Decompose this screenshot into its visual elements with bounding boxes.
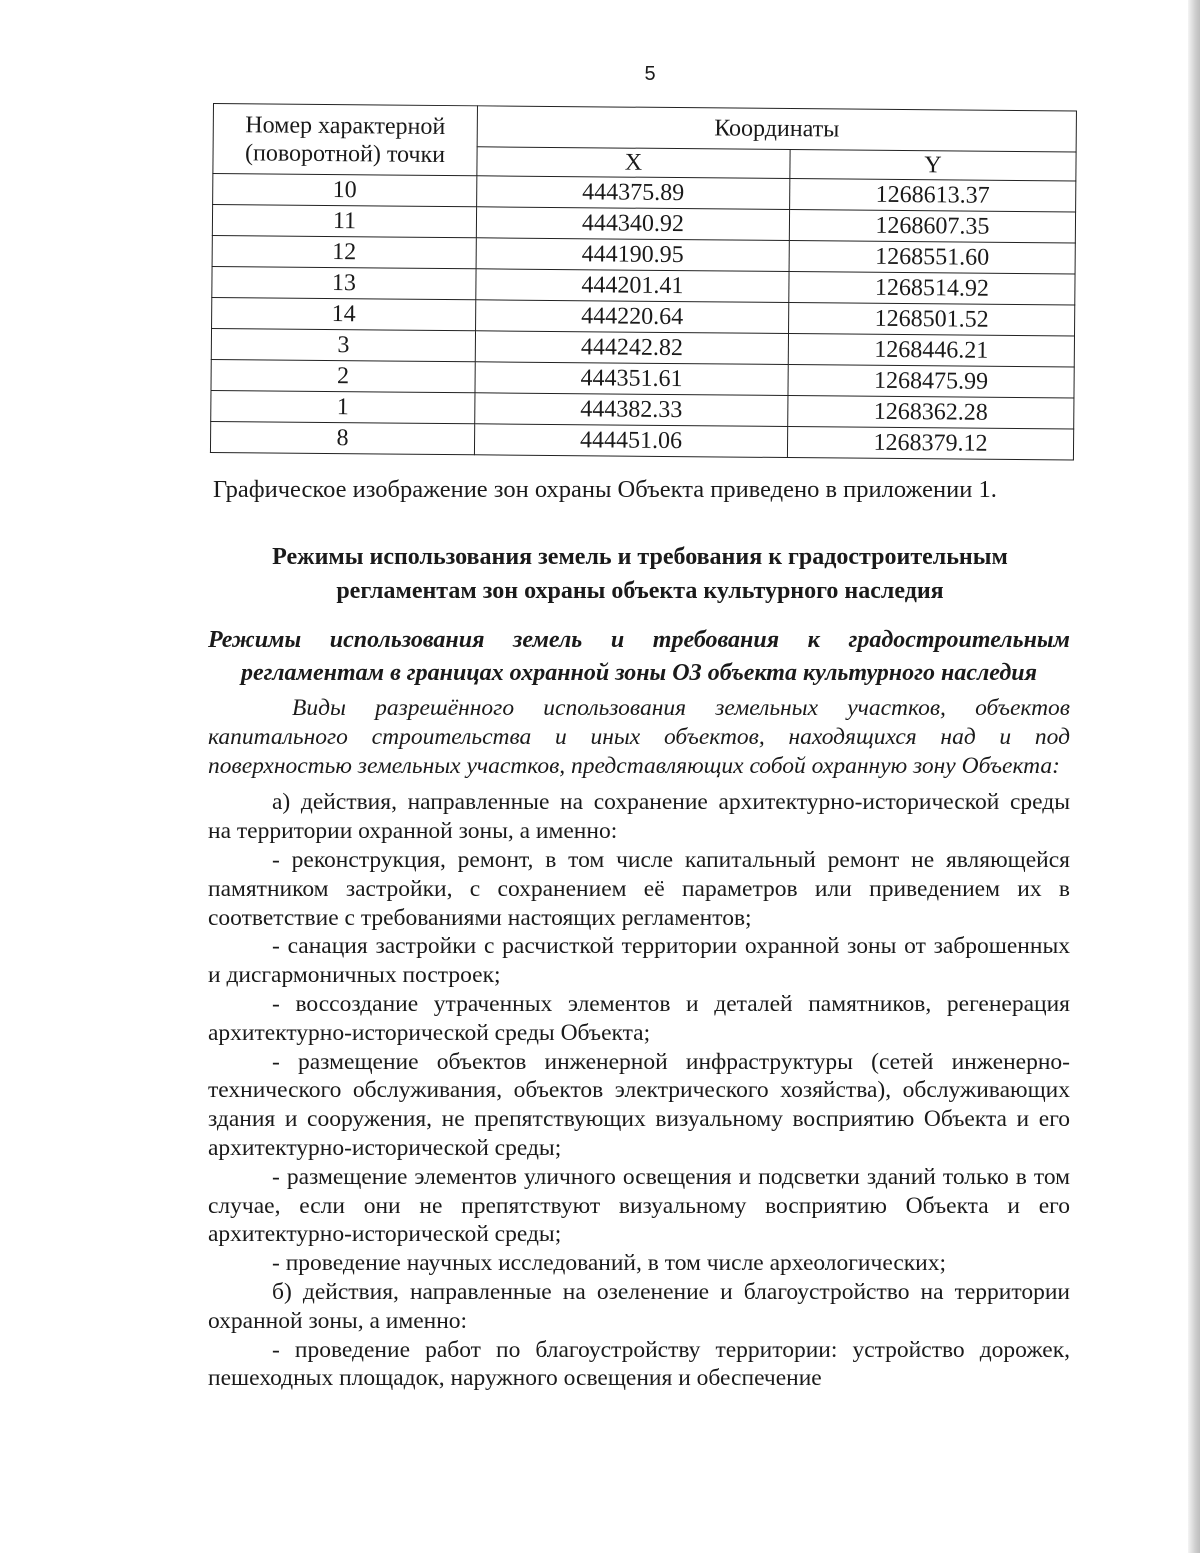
intro-paragraph: Виды разрешённого использования земельных участков, объектов капитального строительства и иных объектов, находящихся над и под поверхностью земельных участков, представляющих собой охранную зону Объекта: <box>208 695 1070 779</box>
cell-point-number: 1 <box>211 390 475 423</box>
cell-y: 1268379.12 <box>787 427 1073 460</box>
cell-point-number: 13 <box>212 266 476 299</box>
cell-point-number: 10 <box>213 174 477 207</box>
cell-point-number: 3 <box>211 328 475 361</box>
cell-point-number: 14 <box>212 297 476 330</box>
list-item: - размещение элементов уличного освещения и подсветки зданий только в том случае, если они не препятствуют визуальному восприятию Объекта и его архитектурно-исторической среды; <box>208 1163 1070 1248</box>
list-item: - реконструкция, ремонт, в том числе капитальный ремонт не являющейся памятником застройки, с сохранением её параметров или приведением их в соответствие с требованиями настоящих регламентов; <box>208 846 1070 931</box>
list-item: - проведение научных исследований, в том числе археологических; <box>272 1250 947 1277</box>
cell-point-number: 8 <box>210 421 474 454</box>
list-item: - воссоздание утраченных элементов и деталей памятников, регенерация архитектурно-исторической среды Объекта; <box>208 990 1070 1046</box>
body-text <box>208 694 1070 1393</box>
section-title: Режимы использования земель и требования к градостроительным регламентам зон охраны объекта культурного наследия <box>272 544 1008 604</box>
subsection-title: Режимы использования земель и требования к градостроительным регламентам в границах охранной зоны ОЗ объекта культурного наследия <box>208 627 1070 686</box>
cell-y: 1268362.28 <box>788 396 1074 429</box>
paragraph-a: а) действия, направленные на сохранение архитектурно-исторической среды на территории охранной зоны, а именно: <box>208 789 1070 845</box>
table-header-row <box>213 104 1076 153</box>
cell-x: 444201.41 <box>476 269 789 303</box>
cell-point-number: 12 <box>212 235 476 268</box>
cell-x: 444220.64 <box>476 300 789 334</box>
cell-y: 1268613.37 <box>790 179 1076 212</box>
header-coordinates: Координаты <box>477 106 1076 152</box>
header-point-number: Номер характерной (поворотной) точки <box>213 104 478 176</box>
cell-y: 1268607.35 <box>789 210 1075 243</box>
cell-point-number: 2 <box>211 359 475 392</box>
list-item: - санация застройки с расчисткой территории охранной зоны от заброшенных и дисгармоничных построек; <box>208 933 1070 989</box>
cell-y: 1268501.52 <box>789 303 1075 336</box>
graphic-caption: Графическое изображение зон охраны Объекта приведено в приложении 1. <box>213 476 997 503</box>
list-item: - размещение объектов инженерной инфраструктуры (сетей инженерно-технического обслуживания, объектов электрического хозяйства), обслуживающих здания и сооружения, не препятствующих визуальному восприятию Объекта и его архитектурно-исторической среды; <box>208 1048 1070 1161</box>
cell-y: 1268446.21 <box>788 334 1074 367</box>
cell-y: 1268514.92 <box>789 272 1075 305</box>
cell-x: 444351.61 <box>475 362 788 396</box>
cell-x: 444451.06 <box>474 424 787 458</box>
scan-page-edge <box>1188 0 1200 1553</box>
coordinates-table <box>210 103 1077 461</box>
cell-x: 444382.33 <box>475 393 788 427</box>
table-row <box>210 421 1073 460</box>
cell-x: 444340.92 <box>476 207 789 241</box>
paragraph-b: б) действия, направленные на озеленение и благоустройство на территории охранной зоны, а именно: <box>208 1278 1070 1334</box>
cell-x: 444190.95 <box>476 238 789 272</box>
list-item: - проведение работ по благоустройству территории: устройство дорожек, пешеходных площадок, наружного освещения и обеспечение <box>208 1336 1070 1392</box>
cell-point-number: 11 <box>212 205 476 238</box>
page-number: 5 <box>644 63 656 85</box>
cell-x: 444242.82 <box>475 331 788 365</box>
cell-x: 444375.89 <box>477 176 790 210</box>
cell-y: 1268475.99 <box>788 365 1074 398</box>
cell-y: 1268551.60 <box>789 241 1075 274</box>
header-x: X <box>477 147 790 179</box>
header-y: Y <box>790 150 1076 181</box>
